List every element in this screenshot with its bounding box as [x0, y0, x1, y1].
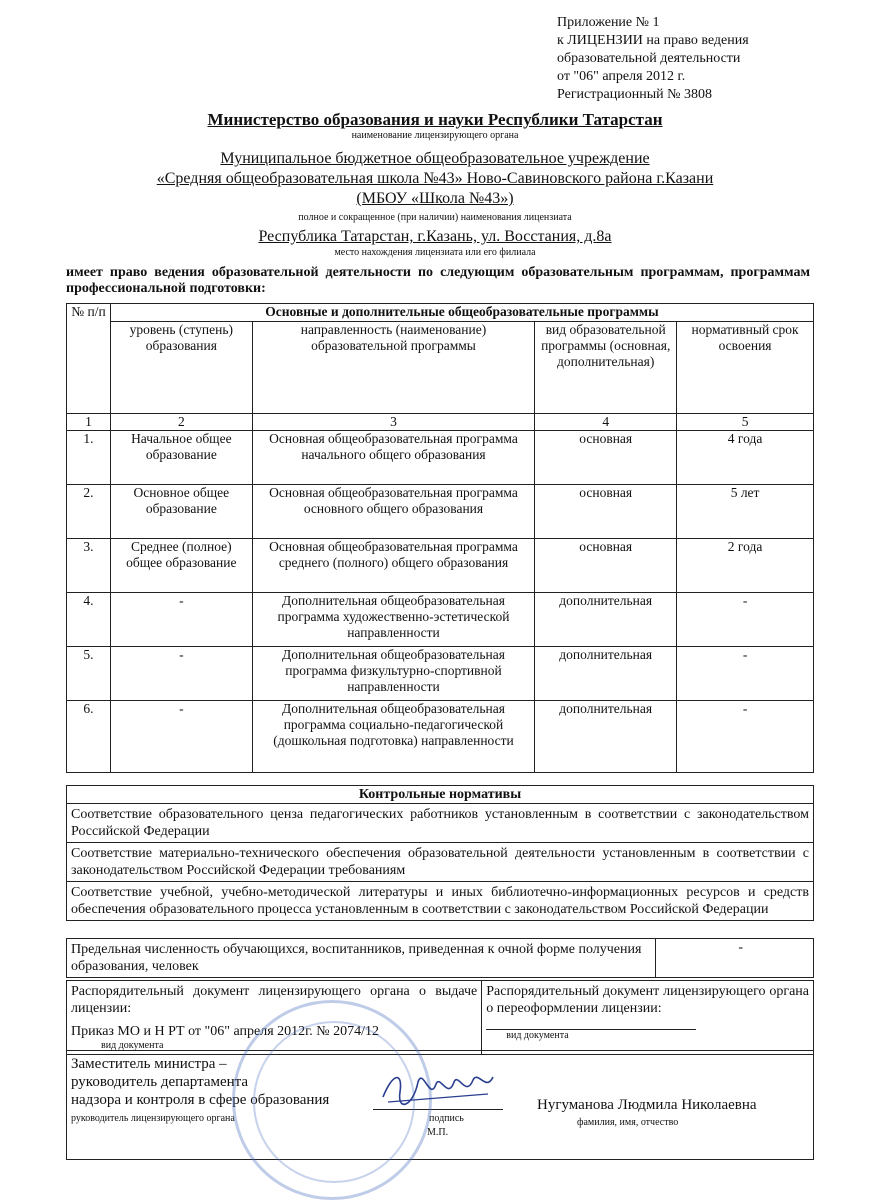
- group-header: Основные и дополнительные общеобразовательные программы: [110, 304, 813, 322]
- row-term: -: [677, 593, 814, 647]
- col-header: уровень (ступень) образования: [110, 322, 252, 414]
- row-number: 2.: [67, 485, 111, 539]
- row-kind: дополнительная: [535, 647, 677, 701]
- col-header: нормативный срок освоения: [677, 322, 814, 414]
- num-header: № п/п: [67, 304, 111, 414]
- position-caption: руководитель лицензирующего органа: [71, 1113, 235, 1124]
- col-number: 1: [67, 414, 111, 431]
- row-term: -: [677, 647, 814, 701]
- position-line: руководитель департамента: [71, 1074, 249, 1090]
- row-program: Основная общеобразовательная программа среднего (полного) общего образования: [252, 539, 535, 593]
- ministry-block: [60, 110, 810, 142]
- table-row: [67, 431, 814, 485]
- programs-table: [66, 303, 814, 773]
- issue-order-value: Приказ МО и Н РТ от "06" апреля 2012г. № 2074/12: [71, 1024, 380, 1039]
- licensee-line: Муниципальное бюджетное общеобразовательное учреждение: [220, 150, 650, 167]
- appendix-line: образовательной деятельности: [557, 51, 741, 66]
- issue-order-label: Распорядительный документ лицензирующего органа о выдаче лицензии:: [71, 984, 478, 1016]
- ministry-caption: наименование лицензирующего органа: [351, 130, 519, 141]
- norm-item: Соответствие материально-технического обеспечения образовательной деятельности установленным в соответствии с законодательством Российской Федерации требованиям: [67, 843, 814, 882]
- position-line: надзора и контроля в сфере образования: [71, 1092, 330, 1108]
- appendix-line: от "06" апреля 2012 г.: [557, 69, 686, 84]
- mp-label: М.П.: [427, 1127, 449, 1138]
- row-kind: дополнительная: [535, 593, 677, 647]
- row-number: 3.: [67, 539, 111, 593]
- licensee-line: (МБОУ «Школа №43»): [356, 190, 514, 207]
- row-number: 4.: [67, 593, 111, 647]
- name-caption: фамилия, имя, отчество: [577, 1117, 679, 1128]
- licensee-block: [60, 149, 810, 224]
- row-number: 5.: [67, 647, 111, 701]
- col-header: направленность (наименование) образовательной программы: [252, 322, 535, 414]
- appendix-line: Приложение № 1: [557, 15, 660, 30]
- issue-order-caption: вид документа: [101, 1040, 164, 1051]
- ministry-name: Министерство образования и науки Республики Татарстан: [207, 110, 663, 129]
- row-term: 5 лет: [677, 485, 814, 539]
- col-number: 4: [535, 414, 677, 431]
- signatory-name: Нугуманова Людмила Николаевна: [537, 1097, 757, 1113]
- col-header: вид образовательной программы (основная, дополнительная): [535, 322, 677, 414]
- row-level: -: [110, 647, 252, 701]
- row-program: Дополнительная общеобразовательная программа художественно-эстетической направленности: [252, 593, 535, 647]
- limit-table: [66, 938, 814, 978]
- orders-table: [66, 980, 814, 1055]
- rights-text: имеет право ведения образовательной деятельности по следующим образовательным программам, программам профессиональной подготовки:: [66, 265, 810, 296]
- handwritten-signature: [378, 1062, 498, 1112]
- row-term: -: [677, 701, 814, 773]
- table-row: [67, 485, 814, 539]
- row-program: Основная общеобразовательная программа начального общего образования: [252, 431, 535, 485]
- limit-label: Предельная численность обучающихся, воспитанников, приведенная к очной форме получения образования, человек: [67, 939, 656, 978]
- col-number: 3: [252, 414, 535, 431]
- row-program: Дополнительная общеобразовательная программа социально-педагогической (дошкольная подготовка) направленности: [252, 701, 535, 773]
- table-row: [67, 701, 814, 773]
- row-kind: основная: [535, 485, 677, 539]
- norms-table: [66, 785, 814, 921]
- row-program: Основная общеобразовательная программа основного общего образования: [252, 485, 535, 539]
- row-kind: основная: [535, 539, 677, 593]
- row-level: -: [110, 701, 252, 773]
- row-number: 6.: [67, 701, 111, 773]
- address-caption: место нахождения лицензиата или его филиала: [334, 247, 536, 258]
- appendix-line: к ЛИЦЕНЗИИ на право ведения: [557, 33, 749, 48]
- row-level: Среднее (полное) общее образование: [110, 539, 252, 593]
- address-block: [60, 227, 810, 259]
- table-row: [67, 593, 814, 647]
- row-kind: основная: [535, 431, 677, 485]
- norms-title: Контрольные нормативы: [67, 786, 814, 804]
- col-number: 5: [677, 414, 814, 431]
- address: Республика Татарстан, г.Казань, ул. Восстания, д.8а: [258, 228, 612, 245]
- row-term: 4 года: [677, 431, 814, 485]
- row-term: 2 года: [677, 539, 814, 593]
- table-row: [67, 647, 814, 701]
- norm-item: Соответствие образовательного ценза педагогических работников установленным в соответствии с законодательством Российской Федерации: [67, 804, 814, 843]
- col-number: 2: [110, 414, 252, 431]
- table-row: [67, 539, 814, 593]
- licensee-line: «Средняя общеобразовательная школа №43» Ново-Савиновского района г.Казани: [156, 170, 714, 187]
- sign-caption: подпись: [429, 1113, 464, 1124]
- reissue-order-caption: вид документа: [506, 1030, 569, 1041]
- appendix-line: Регистрационный № 3808: [557, 87, 712, 102]
- row-level: Начальное общее образование: [110, 431, 252, 485]
- norm-item: Соответствие учебной, учебно-методической литературы и иных библиотечно-информационных ресурсов и средств обеспечения образовательного процесса установленным в соответствии с законодательством Российской Федерации: [67, 882, 814, 921]
- reissue-order-label: Распорядительный документ лицензирующего органа о переоформлении лицензии:: [486, 984, 809, 1016]
- position-line: Заместитель министра –: [71, 1056, 227, 1072]
- row-level: Основное общее образование: [110, 485, 252, 539]
- appendix-block: [557, 14, 749, 104]
- row-kind: дополнительная: [535, 701, 677, 773]
- limit-value: -: [656, 939, 814, 978]
- row-program: Дополнительная общеобразовательная программа физкультурно-спортивной направленности: [252, 647, 535, 701]
- row-number: 1.: [67, 431, 111, 485]
- row-level: -: [110, 593, 252, 647]
- licensee-caption: полное и сокращенное (при наличии) наименования лицензиата: [298, 212, 572, 223]
